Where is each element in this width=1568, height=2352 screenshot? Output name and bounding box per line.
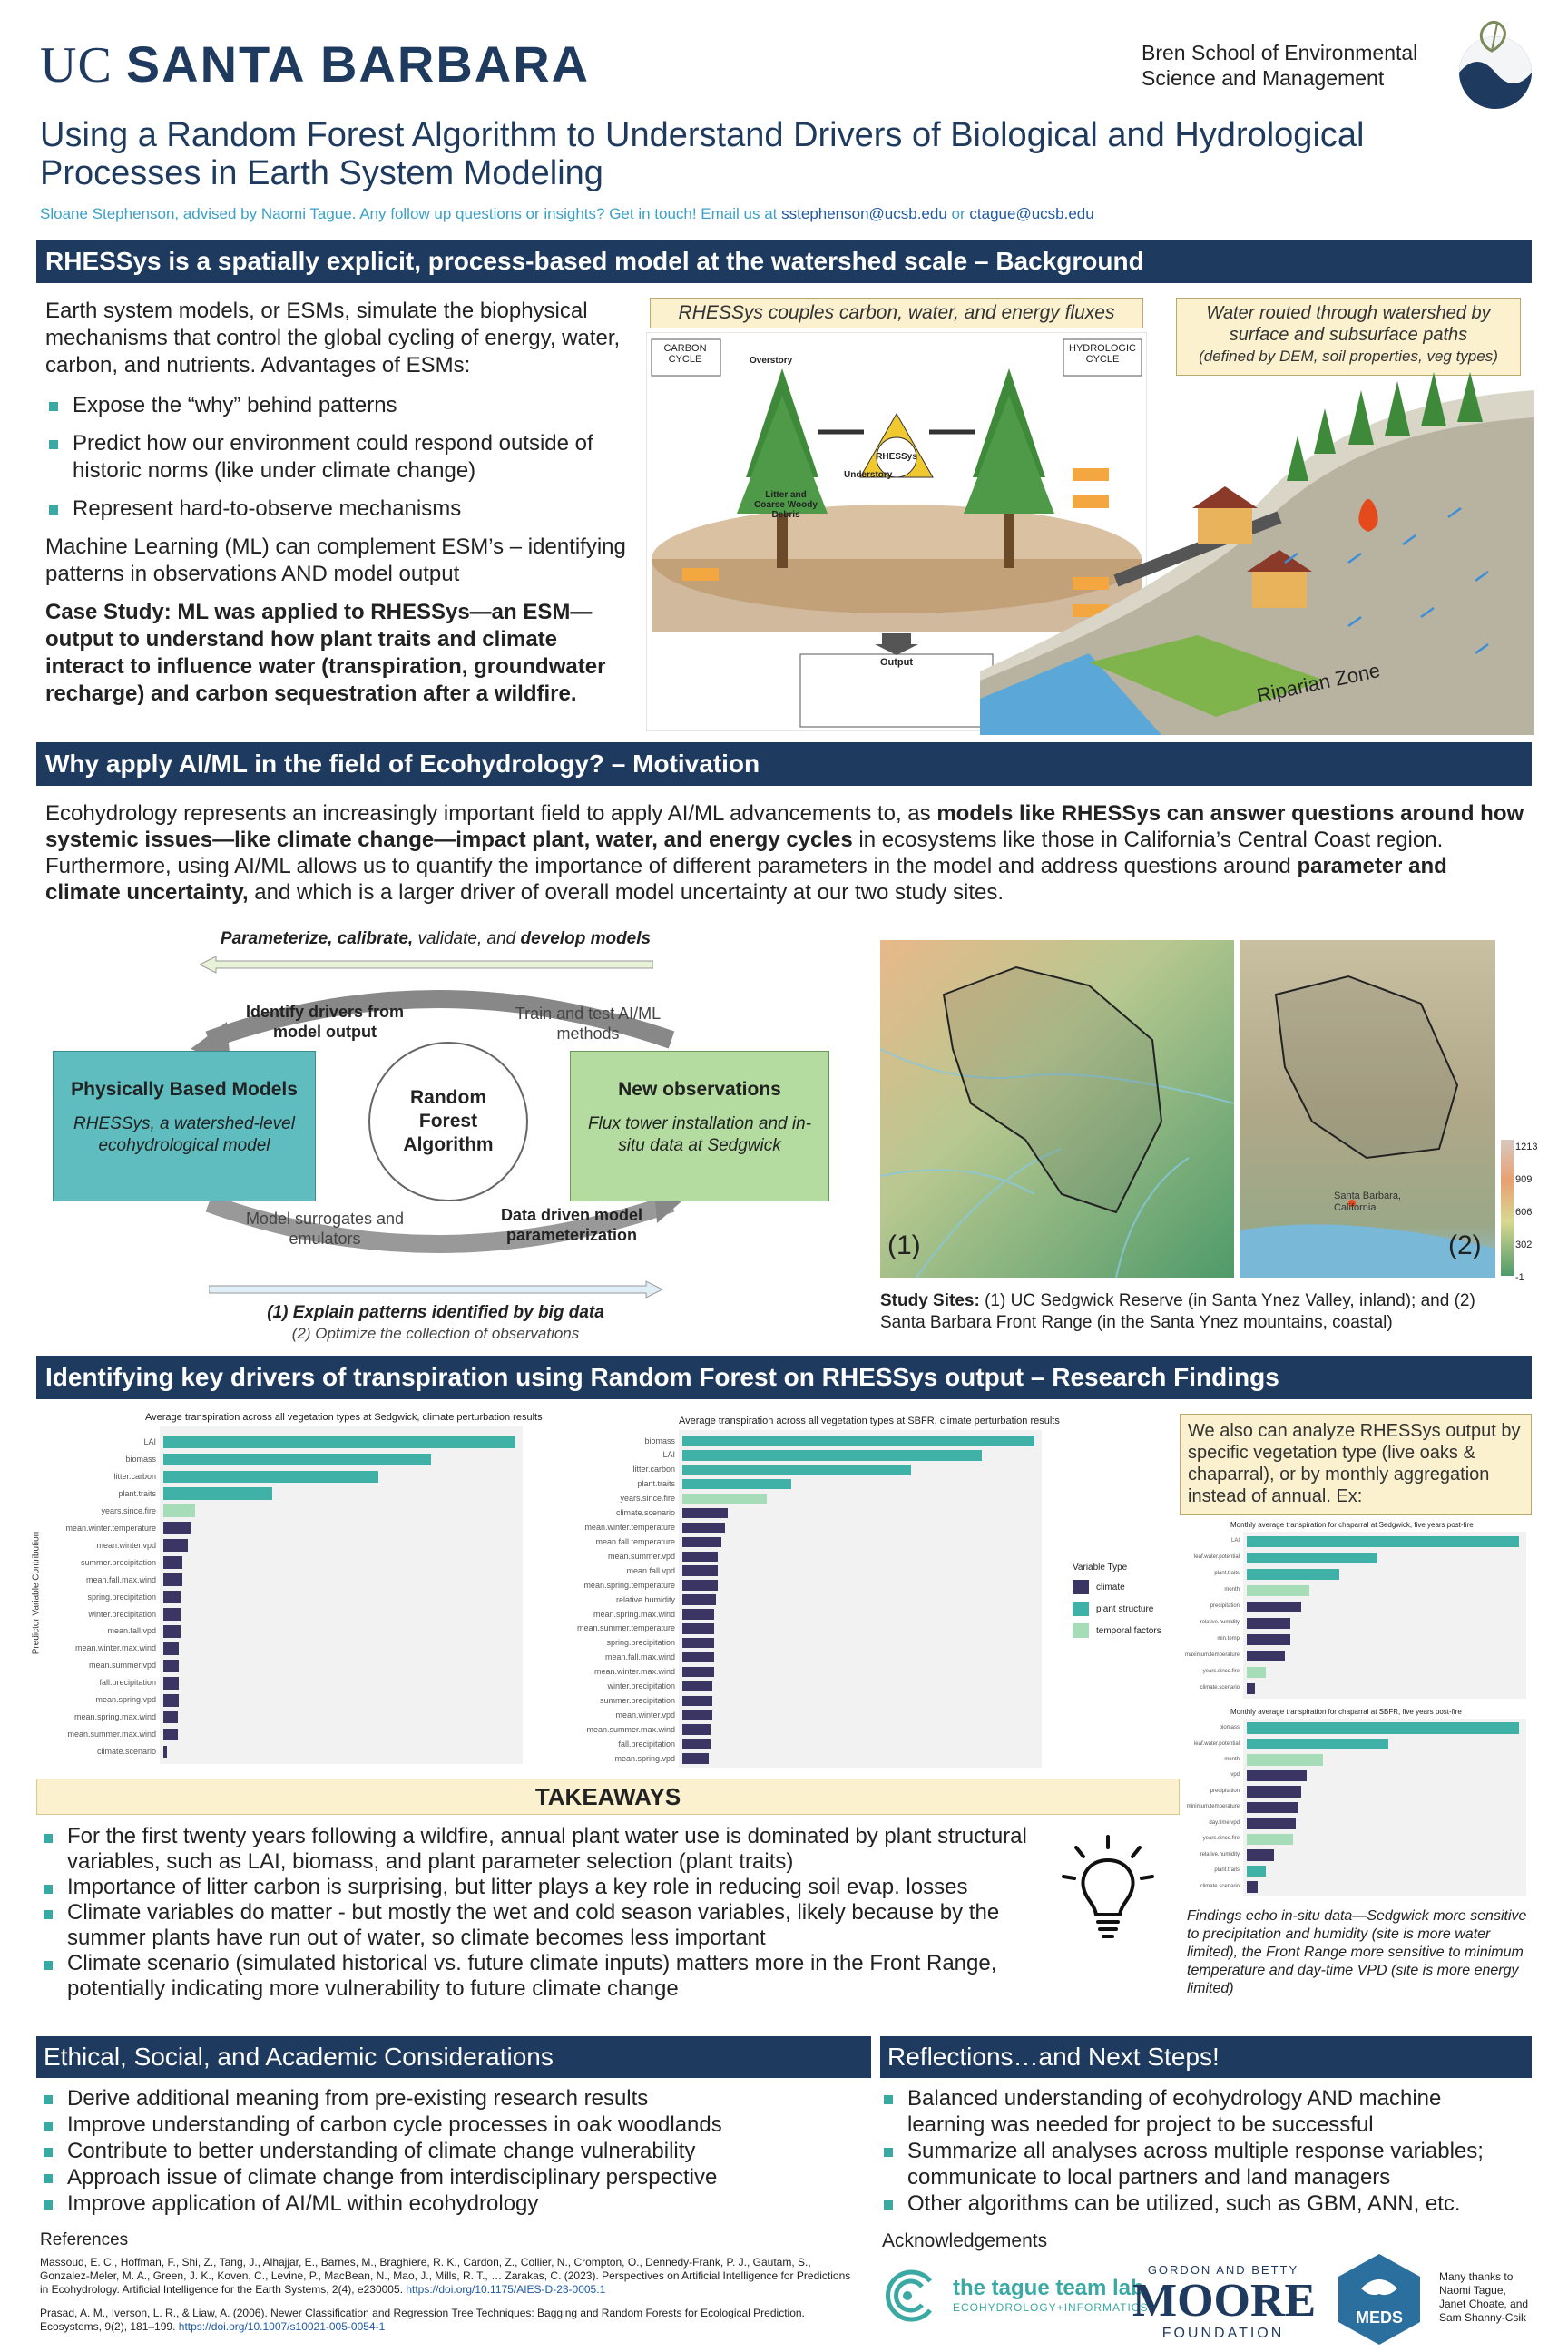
takeaways-heading: TAKEAWAYS bbox=[534, 1783, 681, 1810]
bar bbox=[163, 1711, 178, 1724]
bar-label: day.time.vpd bbox=[1209, 1819, 1240, 1826]
bar bbox=[163, 1746, 167, 1759]
ml-complement-text: Machine Learning (ML) can complement ESM’s – identifying patterns in observations AND model output bbox=[45, 534, 626, 586]
bar-label: month bbox=[1224, 1757, 1240, 1763]
bren-school-name bbox=[1142, 40, 1417, 91]
bar-label: mean.spring.vpd bbox=[614, 1753, 675, 1763]
bar-label: mean.summer.vpd bbox=[607, 1551, 675, 1561]
reflections-list bbox=[880, 2085, 1524, 2217]
tague-lab-logo-icon bbox=[880, 2259, 944, 2332]
bar bbox=[682, 1652, 714, 1662]
ethics-item: Improve application of AI/ML within ecohydrology bbox=[40, 2190, 866, 2217]
bar-label: years.since.fire bbox=[620, 1494, 675, 1504]
fig1-carbon-label: CARBON CYCLE bbox=[663, 343, 707, 365]
bar-label: mean.spring.max.wind bbox=[74, 1712, 156, 1722]
bar-label: leaf.water.potential bbox=[1193, 1554, 1240, 1561]
study-sites-text: (1) UC Sedgwick Reserve (in Santa Ynez Valley, inland); and (2) Santa Barbara Front Range (in the Santa Ynez mountains, coastal) bbox=[880, 1291, 1475, 1332]
arrow-top-bold: Parameterize, calibrate, bbox=[220, 929, 414, 948]
bar bbox=[1247, 1739, 1388, 1750]
bar bbox=[1247, 1834, 1293, 1846]
bar bbox=[1247, 1536, 1519, 1548]
school-line2: Science and Management bbox=[1142, 66, 1385, 90]
fig1-center-label: RHESSys bbox=[876, 452, 917, 462]
bar-label: winter.precipitation bbox=[607, 1681, 675, 1691]
fig1-overstory-label: Overstory bbox=[750, 356, 793, 366]
legend-title: Variable Type bbox=[1073, 1563, 1128, 1573]
poster-title bbox=[40, 116, 1364, 192]
bar bbox=[163, 1694, 179, 1707]
bar-label: fall.precipitation bbox=[618, 1739, 675, 1749]
bar bbox=[1247, 1818, 1296, 1829]
motivation-bold: models like RHESSys can answer questions around how systemic issues—like climate change—impact plant, water, and energy cycles bbox=[45, 801, 1524, 852]
bar-label: mean.winter.max.wind bbox=[74, 1643, 156, 1653]
bar-label: relative.humidity bbox=[1200, 1620, 1240, 1626]
fig2-caption-main: Water routed through watershed by surface and subsurface paths bbox=[1206, 303, 1491, 345]
bar bbox=[163, 1591, 181, 1603]
new-observations-title: New observations bbox=[618, 1079, 781, 1100]
legend-label: temporal factors bbox=[1096, 1625, 1161, 1636]
bar bbox=[1247, 1651, 1285, 1662]
study-site-map-sedgwick bbox=[880, 940, 1234, 1278]
bar-label: litter.carbon bbox=[113, 1471, 156, 1481]
ethics-heading: Ethical, Social, and Academic Considerations bbox=[36, 2036, 871, 2078]
ucsb-name: SANTA BARBARA bbox=[125, 35, 591, 93]
legend-swatch bbox=[1073, 1602, 1089, 1616]
bar-label: plant.traits bbox=[118, 1488, 156, 1498]
bar bbox=[1247, 1849, 1274, 1861]
bar bbox=[1247, 1786, 1301, 1798]
bar-label: mean.spring.max.wind bbox=[593, 1609, 675, 1619]
motivation-text: and which is a larger driver of overall model uncertainty at our two study sites. bbox=[248, 880, 1004, 905]
bar bbox=[163, 1504, 195, 1517]
legend-tick: 1213 bbox=[1515, 1142, 1538, 1152]
bar-label: precipitation bbox=[1210, 1788, 1240, 1794]
bar-label: spring.precipitation bbox=[87, 1592, 156, 1602]
bar-label: mean.fall.vpd bbox=[626, 1565, 675, 1575]
bar bbox=[682, 1623, 714, 1633]
vegetation-callout: We also can analyze RHESSys output by specific vegetation type (live oaks & chaparral), or by monthly aggregation instead of annual. Ex: bbox=[1180, 1414, 1532, 1515]
title-line2: Processes in Earth System Modeling bbox=[40, 154, 603, 192]
bar-label: plant.traits bbox=[637, 1479, 675, 1489]
bar-label: plant.traits bbox=[1214, 1571, 1240, 1577]
bar-label: summer.precipitation bbox=[599, 1695, 675, 1705]
bar bbox=[163, 1642, 179, 1655]
title-line1: Using a Random Forest Algorithm to Understand Drivers of Biological and Hydrological bbox=[40, 116, 1365, 154]
bar-label: climate.scenario bbox=[1200, 1883, 1240, 1889]
bar-label: biomass bbox=[125, 1455, 156, 1465]
bar bbox=[682, 1667, 714, 1677]
bar-label: years.since.fire bbox=[1202, 1669, 1240, 1675]
reflections-heading: Reflections…and Next Steps! bbox=[880, 2036, 1532, 2078]
bar bbox=[682, 1638, 714, 1648]
bar bbox=[163, 1522, 191, 1534]
tague-lab-name: the tague team lab bbox=[953, 2276, 1144, 2300]
bar-label: years.since.fire bbox=[101, 1505, 156, 1515]
findings-echo-text: Findings echo in-situ data—Sedgwick more sensitive to precipitation and humidity (site is more water limited), the Front Range more sensitive to minimum temperature and day-time VPD (site is more energy limited) bbox=[1187, 1908, 1527, 1996]
bar bbox=[163, 1677, 179, 1690]
bar bbox=[1247, 1667, 1266, 1679]
bar bbox=[682, 1753, 709, 1763]
bar-label: LAI bbox=[1230, 1538, 1240, 1544]
bar-label: mean.spring.temperature bbox=[583, 1580, 675, 1590]
bar-label: vpd bbox=[1230, 1772, 1240, 1779]
reflection-item: Balanced understanding of ecohydrology AND machine learning was needed for project to be successful bbox=[880, 2085, 1524, 2138]
takeaway-item: Climate scenario (simulated historical vs. future climate inputs) matters more in the Front Range, potentially indicating more vulnerability to future climate change bbox=[40, 1951, 1083, 2002]
bar bbox=[682, 1450, 982, 1460]
bar bbox=[1247, 1569, 1339, 1581]
bar-label: month bbox=[1224, 1587, 1240, 1593]
legend-label: climate bbox=[1096, 1582, 1125, 1592]
legend-tick: -1 bbox=[1515, 1272, 1524, 1283]
bar-label: years.since.fire bbox=[1202, 1836, 1240, 1842]
bar bbox=[682, 1594, 716, 1604]
elevation-legend-ticks bbox=[1515, 1131, 1537, 1294]
references-heading: References bbox=[40, 2230, 129, 2249]
motivation-text: in ecosystems like those in California’s Central Coast region. Furthermore, using AI/ML allows us to quantify the importance of different parameters in the model and address questions around bbox=[45, 828, 1444, 878]
chart1-bars bbox=[65, 1434, 523, 1760]
legend-item-climate bbox=[1073, 1580, 1161, 1594]
fig1-litter-label: Litter and Coarse Woody Debris bbox=[754, 490, 818, 520]
fig1-caption: RHESSys couples carbon, water, and energy fluxes bbox=[650, 298, 1143, 328]
legend-item-plant bbox=[1073, 1602, 1161, 1616]
email-link-1[interactable]: sstephenson@ucsb.edu bbox=[781, 205, 947, 222]
legend-tick: 606 bbox=[1515, 1207, 1533, 1218]
motivation-text: Ecohydrology represents an increasingly important field to apply AI/ML advancements to, as bbox=[45, 801, 937, 826]
bar-label: mean.summer.max.wind bbox=[586, 1724, 675, 1734]
bar bbox=[682, 1609, 714, 1619]
bar-label: mean.winter.max.wind bbox=[593, 1667, 675, 1677]
chart2-title: Average transpiration across all vegetation types at SBFR, climate perturbation results bbox=[679, 1416, 1060, 1426]
bar bbox=[1247, 1881, 1258, 1893]
fig2-caption-sub: (defined by DEM, soil properties, veg types) bbox=[1199, 348, 1498, 365]
esm-advantage: Expose the “why” behind patterns bbox=[45, 392, 626, 419]
legend-swatch bbox=[1073, 1623, 1089, 1638]
email-link-2[interactable]: ctague@ucsb.edu bbox=[969, 205, 1094, 222]
bar bbox=[682, 1565, 718, 1575]
arrow-top-mid: validate, and bbox=[413, 929, 521, 948]
background-heading: RHESSys is a spatially explicit, process-based model at the watershed scale – Background bbox=[36, 240, 1532, 283]
elevation-legend bbox=[1501, 1140, 1514, 1276]
physical-models-box bbox=[53, 1051, 316, 1201]
legend-item-temporal bbox=[1073, 1623, 1161, 1638]
study-sites-caption bbox=[880, 1290, 1515, 1334]
fig1-output-label: Output bbox=[879, 657, 914, 668]
ethics-item: Derive additional meaning from pre-existing research results bbox=[40, 2085, 866, 2112]
bar-label: mean.winter.vpd bbox=[615, 1710, 675, 1720]
chart2-bars bbox=[576, 1434, 1042, 1766]
bar bbox=[163, 1608, 181, 1621]
esm-advantage: Represent hard-to-observe mechanisms bbox=[45, 495, 626, 523]
bar bbox=[1247, 1553, 1377, 1564]
study-site-map-sbfr bbox=[1240, 940, 1495, 1278]
esm-advantage: Predict how our environment could respond outside of historic norms (like under climate change) bbox=[45, 430, 626, 485]
motivation-heading: Why apply AI/ML in the field of Ecohydrology? – Motivation bbox=[36, 742, 1532, 786]
bar bbox=[163, 1539, 188, 1552]
physical-models-title: Physically Based Models bbox=[71, 1079, 298, 1100]
bren-leaf-logo-icon bbox=[1450, 15, 1541, 111]
reference-text: Massoud, E. C., Hoffman, F., Shi, Z., Tang, J., Alhajjar, E., Barnes, M., Braghiere, R. K., Cardon, Z., Collier, N., Crompton, O., Dennedy-Frank, P. J., Gautam, S., Gonzalez-Meler, M. A., Green, J. K., Koven, C., Levine, P., MacBean, N., Mao, J., Mills, R. T., … Zarakas, C. (2023). Perspectives on Artificial Intelligence for Predictions in Ecohydrology. Artificial Intelligence for the Earth Systems, 2(4), e230005. bbox=[40, 2256, 851, 2296]
random-forest-circle bbox=[368, 1042, 528, 1201]
bar-label: summer.precipitation bbox=[80, 1557, 156, 1567]
bar-label: winter.precipitation bbox=[88, 1609, 156, 1619]
bar-label: mean.fall.max.wind bbox=[604, 1652, 675, 1662]
motivation-paragraph bbox=[45, 800, 1524, 906]
bar-label: maximum.temperature bbox=[1184, 1652, 1240, 1659]
bar-label: mean.summer.max.wind bbox=[67, 1730, 156, 1740]
arrow-top-label bbox=[45, 929, 826, 949]
new-observations-box bbox=[570, 1051, 829, 1201]
map-place-label: Santa Barbara, California bbox=[1334, 1191, 1401, 1213]
fig2-caption bbox=[1176, 298, 1521, 376]
bar bbox=[682, 1681, 712, 1691]
chart4-bars bbox=[1186, 1720, 1526, 1895]
random-forest-label: Random Forest Algorithm bbox=[403, 1087, 494, 1155]
meds-label: MEDS bbox=[1355, 2308, 1403, 2327]
bar bbox=[682, 1552, 718, 1562]
takeaway-item: Importance of litter carbon is surprising, but litter plays a key role in reducing soil evap. losses bbox=[40, 1875, 1083, 1900]
bar bbox=[682, 1724, 710, 1734]
data-driven-label: Data driven model parameterization bbox=[500, 1206, 643, 1244]
bar-label: fall.precipitation bbox=[99, 1678, 156, 1688]
background-text bbox=[45, 298, 626, 708]
variable-type-legend bbox=[1073, 1563, 1161, 1638]
bar-label: climate.scenario bbox=[1200, 1685, 1240, 1691]
bar bbox=[163, 1487, 272, 1500]
bar bbox=[682, 1465, 911, 1475]
bar-label: mean.winter.temperature bbox=[584, 1523, 675, 1533]
reference-1 bbox=[40, 2256, 857, 2297]
bar-label: LAI bbox=[143, 1437, 156, 1447]
bar-label: biomass bbox=[644, 1436, 675, 1446]
bar bbox=[1247, 1754, 1323, 1766]
takeaways-list bbox=[40, 1824, 1083, 2002]
moore-mid: MOORE bbox=[1132, 2275, 1317, 2327]
new-observations-sub: Flux tower installation and in-situ data at Sedgwick bbox=[587, 1114, 812, 1155]
fig1-hydro-label: HYDROLOGIC CYCLE bbox=[1069, 343, 1136, 365]
bar-label: litter.carbon bbox=[632, 1465, 675, 1475]
bar bbox=[1247, 1683, 1255, 1695]
riparian-zone-label: Riparian Zone bbox=[1254, 658, 1383, 708]
arrow-bottom-label-2: (2) Optimize the collection of observations bbox=[291, 1325, 580, 1342]
bar bbox=[163, 1729, 178, 1741]
tague-lab-text bbox=[953, 2276, 1148, 2314]
bar-label: mean.summer.vpd bbox=[88, 1661, 156, 1671]
bar bbox=[1247, 1722, 1519, 1734]
bar bbox=[163, 1556, 182, 1569]
bar bbox=[682, 1479, 791, 1489]
bar-label: min.temp bbox=[1217, 1636, 1240, 1642]
tague-lab-sub: ECOHYDROLOGY+INFORMATICS bbox=[953, 2301, 1149, 2314]
meds-logo-icon bbox=[1334, 2252, 1425, 2347]
bar bbox=[682, 1436, 1034, 1446]
ucsb-logo bbox=[40, 34, 590, 94]
bar-label: LAI bbox=[662, 1450, 675, 1460]
chart4-title: Monthly average transpiration for chaparral at SBFR, five years post-fire bbox=[1230, 1708, 1462, 1716]
reference-text: Prasad, A. M., Iverson, L. R., & Liaw, A. (2006). Newer Classification and Regression Tree Techniques: Bagging and Random Forests for Ecological Prediction. Ecosystems, 9(2), 181–199. bbox=[40, 2307, 805, 2333]
bar-label: mean.fall.vpd bbox=[107, 1626, 156, 1636]
bar-label: spring.precipitation bbox=[606, 1638, 675, 1648]
bar-label: climate.scenario bbox=[615, 1508, 675, 1518]
bar-label: leaf.water.potential bbox=[1193, 1740, 1240, 1747]
bar bbox=[682, 1523, 725, 1533]
bar bbox=[682, 1710, 712, 1720]
bar-label: mean.fall.max.wind bbox=[85, 1574, 156, 1584]
bar-label: biomass bbox=[1219, 1725, 1240, 1731]
fig1-understory-label: Understory bbox=[844, 470, 893, 480]
authors-text: Sloane Stephenson, advised by Naomi Tague. Any follow up questions or insights? Get in touch! Email us at bbox=[40, 205, 778, 222]
bar-label: relative.humidity bbox=[1200, 1851, 1240, 1857]
arrow-bottom-label-1: (1) Explain patterns identified by big data bbox=[267, 1303, 604, 1322]
authors-line bbox=[40, 205, 1094, 223]
esm-advantages-list bbox=[45, 392, 626, 523]
bar bbox=[163, 1573, 182, 1586]
ucsb-prefix: UC bbox=[40, 37, 126, 93]
identify-drivers-label: Identify drivers from model output bbox=[245, 1003, 405, 1041]
bottom-long-arrow-icon bbox=[209, 1279, 662, 1299]
bar bbox=[163, 1471, 378, 1484]
legend-tick: 909 bbox=[1515, 1174, 1533, 1185]
bar bbox=[682, 1580, 718, 1590]
moore-bottom: FOUNDATION bbox=[1161, 2326, 1285, 2341]
school-line1: Bren School of Environmental bbox=[1142, 41, 1418, 64]
bar bbox=[1247, 1802, 1298, 1814]
bar bbox=[1247, 1585, 1309, 1597]
chart1-title: Average transpiration across all vegetation types at Sedgwick, climate perturbation results bbox=[145, 1412, 543, 1423]
physical-models-sub: RHESSys, a watershed-level ecohydrological model bbox=[74, 1114, 295, 1155]
moore-foundation-logo bbox=[1132, 2263, 1317, 2342]
legend-tick: 302 bbox=[1515, 1240, 1533, 1250]
reflection-item: Summarize all analyses across multiple response variables; communicate to local partners and land managers bbox=[880, 2138, 1524, 2190]
bar-label: climate.scenario bbox=[96, 1747, 156, 1757]
reference-link[interactable]: https://doi.org/10.1175/AIES-D-23-0005.1 bbox=[406, 2283, 606, 2296]
bar-label: relative.humidity bbox=[615, 1594, 675, 1604]
ethics-list bbox=[40, 2085, 866, 2217]
lightbulb-icon bbox=[1058, 1833, 1158, 1942]
reflection-item: Other algorithms can be utilized, such as GBM, ANN, etc. bbox=[880, 2190, 1524, 2217]
bar-label: plant.traits bbox=[1214, 1867, 1240, 1874]
moore-top: GORDON AND BETTY bbox=[1147, 2263, 1299, 2277]
bar bbox=[682, 1739, 710, 1749]
case-study-text: Case Study: ML was applied to RHESSys—an ESM—output to understand how plant traits and climate interact to influence water (transpiration, groundwater recharge) and carbon sequestration after a wildfire. bbox=[45, 600, 606, 706]
bar-label: precipitation bbox=[1210, 1603, 1240, 1610]
bar bbox=[163, 1436, 515, 1449]
ethics-item: Improve understanding of carbon cycle processes in oak woodlands bbox=[40, 2112, 866, 2138]
legend-label: plant structure bbox=[1096, 1603, 1154, 1614]
bar-label: minimum.temperature bbox=[1186, 1804, 1240, 1810]
reference-link[interactable]: https://doi.org/10.1007/s10021-005-0054-1 bbox=[178, 2320, 386, 2333]
bar bbox=[1247, 1866, 1266, 1877]
bar-label: mean.fall.temperature bbox=[595, 1536, 675, 1546]
bar-label: mean.winter.temperature bbox=[65, 1523, 156, 1533]
bar bbox=[1247, 1770, 1307, 1782]
acknowledgements-heading: Acknowledgements bbox=[882, 2230, 1048, 2251]
bar-label: mean.winter.vpd bbox=[96, 1540, 156, 1550]
ethics-item: Contribute to better understanding of climate change vulnerability bbox=[40, 2138, 866, 2164]
motivation-bold: parameter and climate uncertainty, bbox=[45, 854, 1447, 905]
chart3-title: Monthly average transpiration for chaparral at Sedgwick, five years post-fire bbox=[1230, 1521, 1474, 1529]
takeaway-item: For the first twenty years following a wildfire, annual plant water use is dominated by plant structural variables, such as LAI, biomass, and plant parameter selection (plant traits) bbox=[40, 1824, 1083, 1875]
bar-label: mean.summer.temperature bbox=[576, 1623, 675, 1633]
bar bbox=[1247, 1602, 1301, 1613]
bar bbox=[163, 1625, 181, 1638]
findings-heading: Identifying key drivers of transpiration using Random Forest on RHESSys output – Research Findings bbox=[36, 1356, 1532, 1399]
ethics-item: Approach issue of climate change from interdisciplinary perspective bbox=[40, 2164, 866, 2190]
chart1-ylabel: Predictor Variable Contribution bbox=[31, 1531, 42, 1655]
reference-2 bbox=[40, 2307, 857, 2334]
bar bbox=[1247, 1618, 1290, 1630]
bar bbox=[682, 1494, 767, 1504]
train-test-label: Train and test AI/ML methods bbox=[514, 1004, 662, 1043]
surrogates-label: Model surrogates and emulators bbox=[245, 1210, 405, 1248]
bar bbox=[682, 1508, 728, 1518]
bar bbox=[163, 1660, 179, 1672]
bar bbox=[682, 1537, 721, 1547]
map1-label: (1) bbox=[887, 1230, 921, 1260]
bar bbox=[682, 1696, 712, 1706]
legend-swatch bbox=[1073, 1580, 1089, 1594]
bar bbox=[163, 1454, 431, 1466]
or-text: or bbox=[951, 205, 965, 222]
esm-intro: Earth system models, or ESMs, simulate the biophysical mechanisms that control the global cycling of energy, water, carbon, and nutrients. Advantages of ESMs: bbox=[45, 299, 621, 377]
takeaways-banner bbox=[36, 1779, 1180, 1815]
watershed-routing-diagram bbox=[980, 372, 1534, 735]
arrow-top-bold: develop models bbox=[520, 929, 652, 948]
bar bbox=[1247, 1634, 1290, 1646]
map2-label: (2) bbox=[1448, 1230, 1482, 1260]
top-long-arrow-icon bbox=[200, 955, 653, 975]
takeaway-item: Climate variables do matter - but mostly the wet and cold season variables, likely because by the summer plants have run out of water, so climate becomes less important bbox=[40, 1900, 1083, 1951]
study-sites-bold: Study Sites: bbox=[880, 1291, 980, 1310]
bar-label: mean.spring.vpd bbox=[95, 1695, 156, 1705]
thanks-text: Many thanks to Naomi Tague, Janet Choate, and Sam Shanny-Csik bbox=[1439, 2270, 1529, 2324]
chart3-bars bbox=[1184, 1534, 1526, 1697]
